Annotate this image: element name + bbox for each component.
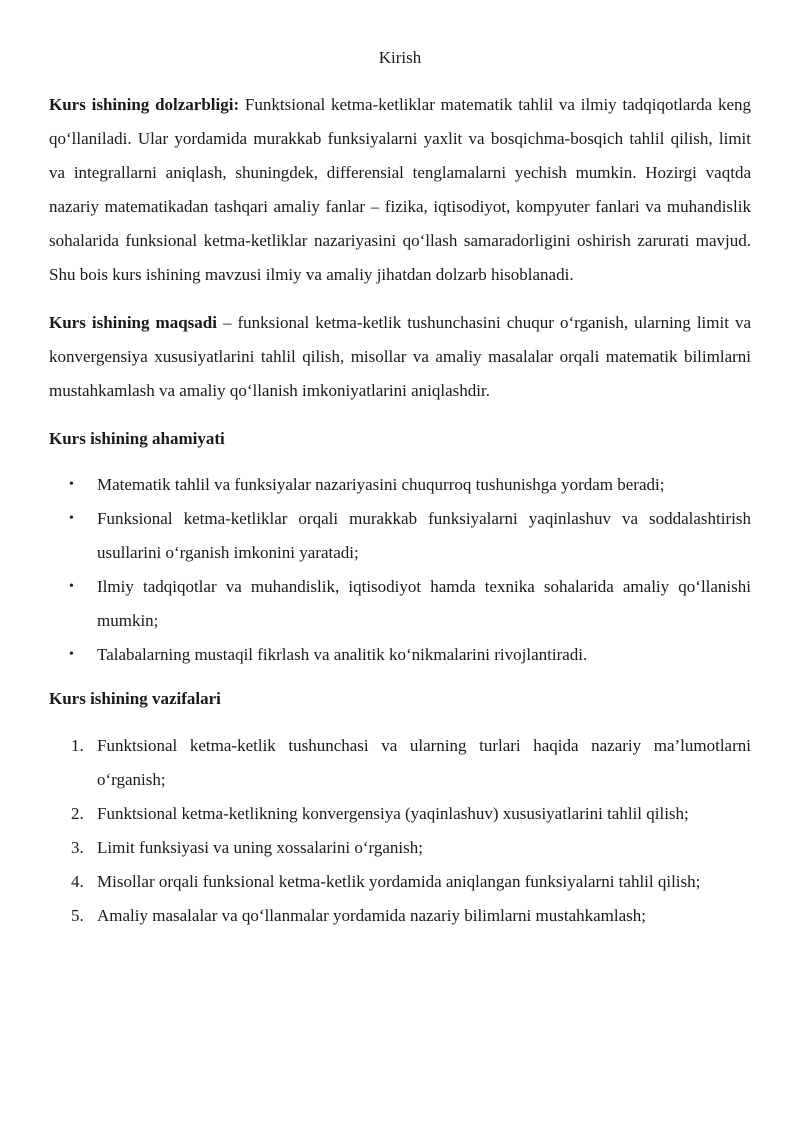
purpose-label: Kurs ishining maqsadi — [49, 313, 217, 332]
list-number: 3. — [71, 838, 84, 857]
document-page — [49, 0, 751, 933]
list-item — [49, 502, 751, 570]
list-item-text: Matematik tahlil va funksiyalar nazariyasini chuqurroq tushunishga yordam beradi; — [97, 475, 665, 494]
list-item — [49, 468, 751, 502]
relevance-text: Funktsional ketma-ketliklar matematik tahlil va ilmiy tadqiqotlarda keng qo‘llaniladi. Ular yordamida murakkab funksiyalarni yaxlit va bosqichma-bosqich tahlil qilish, limit va integrallarni aniqlash, shuningdek, differensial tenglamalarni yechish mumkin. Hozirgi vaqtda nazariy matematikadan tashqari amaliy fanlar – fizika, iqtisodiyot, kompyuter fanlari va muhandislik sohalarida funksional ketma-ketliklar nazariyasini qo‘llash samaradorligini oshirish zarurati mavjud. Shu bois kurs ishining mavzusi ilmiy va amaliy jihatdan dolzarb hisoblanadi. — [49, 95, 751, 284]
purpose-paragraph — [49, 306, 751, 408]
list-item — [49, 638, 751, 672]
list-item-text: Limit funksiyasi va uning xossalarini o‘rganish; — [97, 838, 423, 857]
list-item-text: Funktsional ketma-ketlik tushunchasi va ularning turlari haqida nazariy ma’lumotlarni o‘rganish; — [97, 736, 751, 789]
list-item-text: Funksional ketma-ketliklar orqali murakkab funksiyalarni yaqinlashuv va soddalashtirish usullarini o‘rganish imkonini yaratadi; — [97, 509, 751, 562]
bullet-icon: • — [69, 477, 74, 492]
list-item-text: Ilmiy tadqiqotlar va muhandislik, iqtisodiyot hamda texnika sohalarida amaliy qo‘llanishi mumkin; — [97, 577, 751, 630]
list-item-text: Amaliy masalalar va qo‘llanmalar yordamida nazariy bilimlarni mustahkamlash; — [97, 906, 647, 925]
purpose-text: – funksional ketma-ketlik tushunchasini chuqur o‘rganish, ularning limit va konvergensiya xususiyatlarini tahlil qilish, misollar va amaliy masalalar orqali matematik bilimlarni mustahkamlash va amaliy qo‘llanish imkoniyatlarini aniqlashdir. — [49, 313, 752, 400]
page-title: Kirish — [378, 48, 422, 67]
bullet-icon: • — [69, 511, 74, 526]
importance-list — [49, 468, 751, 672]
list-item-text: Talabalarning mustaqil fikrlash va analitik ko‘nikmalarini rivojlantiradi. — [97, 645, 588, 664]
list-item — [49, 831, 751, 865]
list-item — [49, 729, 751, 797]
list-item-text: Funktsional ketma-ketlikning konvergensiya (yaqinlashuv) xususiyatlarini tahlil qilish; — [97, 804, 689, 823]
list-item — [49, 570, 751, 638]
tasks-list — [49, 729, 751, 933]
bullet-icon: • — [69, 579, 74, 594]
importance-heading: Kurs ishining ahamiyati — [49, 429, 225, 448]
tasks-heading: Kurs ishining vazifalari — [49, 689, 221, 708]
list-item-text: Misollar orqali funksional ketma-ketlik yordamida aniqlangan funksiyalarni tahlil qilish; — [97, 872, 701, 891]
list-number: 1. — [71, 736, 84, 755]
list-item — [49, 797, 751, 831]
list-number: 2. — [71, 804, 84, 823]
relevance-label: Kurs ishining dolzarbligi: — [49, 95, 240, 114]
list-number: 4. — [71, 872, 84, 891]
list-number: 5. — [71, 906, 84, 925]
list-item — [49, 899, 751, 933]
relevance-paragraph — [49, 88, 751, 292]
bullet-icon: • — [69, 647, 74, 662]
list-item — [49, 865, 751, 899]
